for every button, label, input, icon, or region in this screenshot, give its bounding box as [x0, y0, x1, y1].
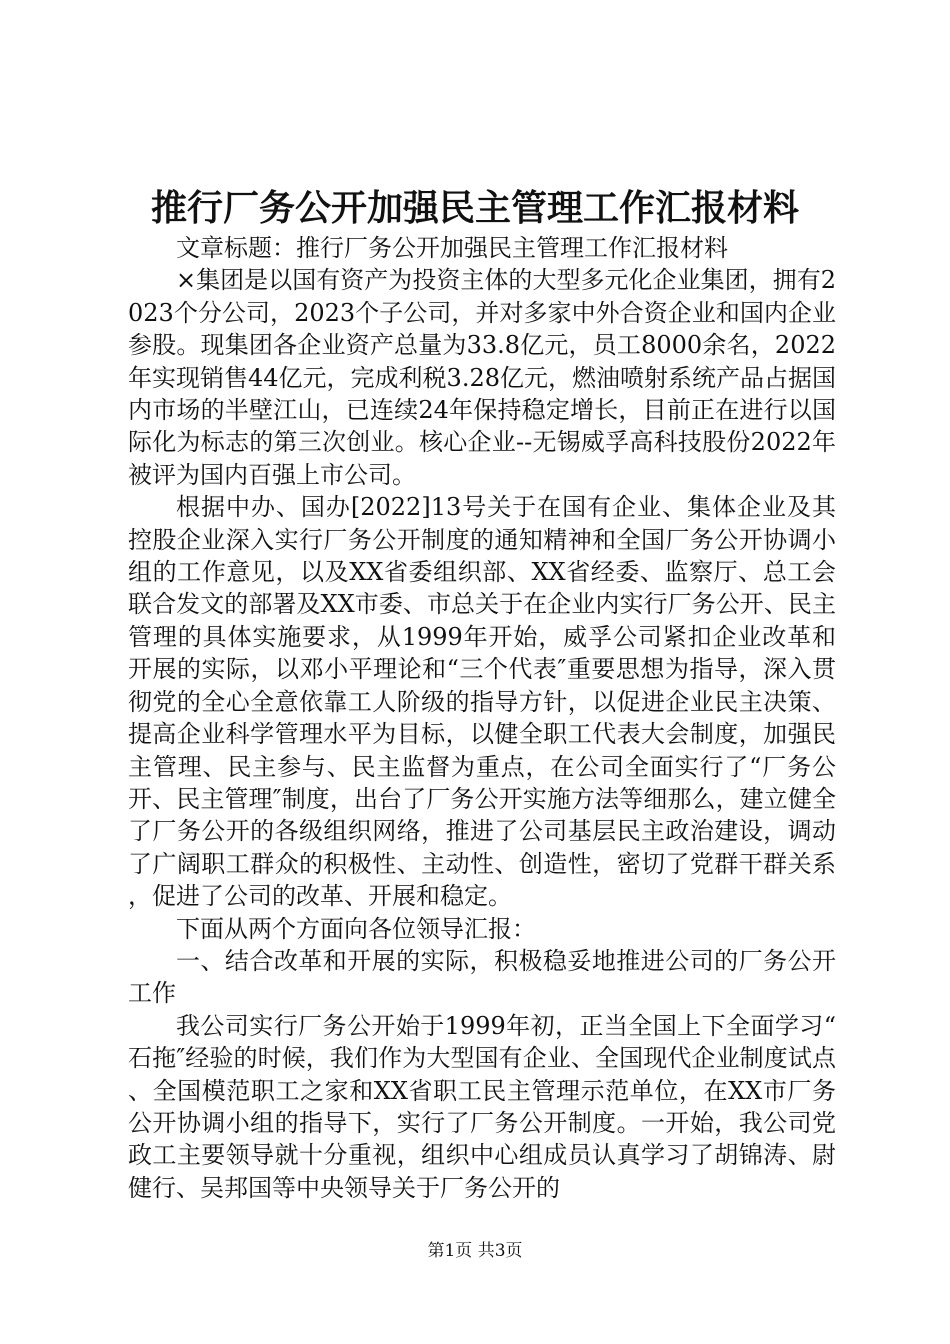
paragraph-group-intro: ×集团是以国有资产为投资主体的大型多元化企业集团，拥有2023个分公司，2023个子公司，并对多家中外合资企业和国内企业参股。现集团各企业资产总量为33.8亿元，员工8000余名，2022年实现销售44亿元，完成利税3.28亿元，燃油喷射系统产品占据国内市场的半壁江山，已连续24年保持稳定增长，目前正在进行以国际化为标志的第三次创业。核心企业--无锡威孚高科技股份2022年被评为国内百强上市公司。 [128, 266, 836, 489]
paragraph-background: 根据中办、国办[2022]13号关于在国有企业、集体企业及其控股企业深入实行厂务公开制度的通知精神和全国厂务公开协调小组的工作意见，以及XX省委组织部、XX省经委、监察厅、总工会联合发文的部署及XX市委、市总关于在企业内实行厂务公开、民主管理的具体实施要求，从1999年开始，威孚公司紧扣企业改革和开展的实际，以邓小平理论和“三个代表″重要思想为指导，深入贯彻党的全心全意依靠工人阶级的指导方针，以促进企业民主决策、提高企业科学管理水平为目标，以健全职工代表大会制度，加强民主管理、民主参与、民主监督为重点，在公司全面实行了“厂务公开、民主管理″制度，出台了厂务公开实施方法等细那么，建立健全了厂务公开的各级组织网络，推进了公司基层民主政治建设，调动了广阔职工群众的积极性、主动性、创造性，密切了党群干群关系，促进了公司的改革、开展和稳定。 [128, 493, 836, 911]
page-number: 第1页 共3页 [427, 1241, 523, 1261]
paragraph-report-intro: 下面从两个方面向各位领导汇报： [176, 914, 536, 943]
document-title: 推行厂务公开加强民主管理工作汇报材料 [150, 187, 799, 229]
section-heading-one: 一、结合改革和开展的实际，积极稳妥地推进公司的厂务公开工作 [128, 946, 836, 1008]
paragraph-implementation: 我公司实行厂务公开始于1999年初，正当全国上下全面学习“石拖″经验的时候，我们作为大型国有企业、全国现代企业制度试点、全国模范职工之家和XX省职工民主管理示范单位，在XX市厂务公开协调小组的指导下，实行了厂务公开制度。一开始，我公司党政工主要领导就十分重视，组织中心组成员认真学习了胡锦涛、尉健行、吴邦国等中央领导关于厂务公开的 [128, 1011, 836, 1202]
document-body [128, 232, 836, 1204]
paragraph-article-title: 文章标题：推行厂务公开加强民主管理工作汇报材料 [176, 234, 728, 262]
